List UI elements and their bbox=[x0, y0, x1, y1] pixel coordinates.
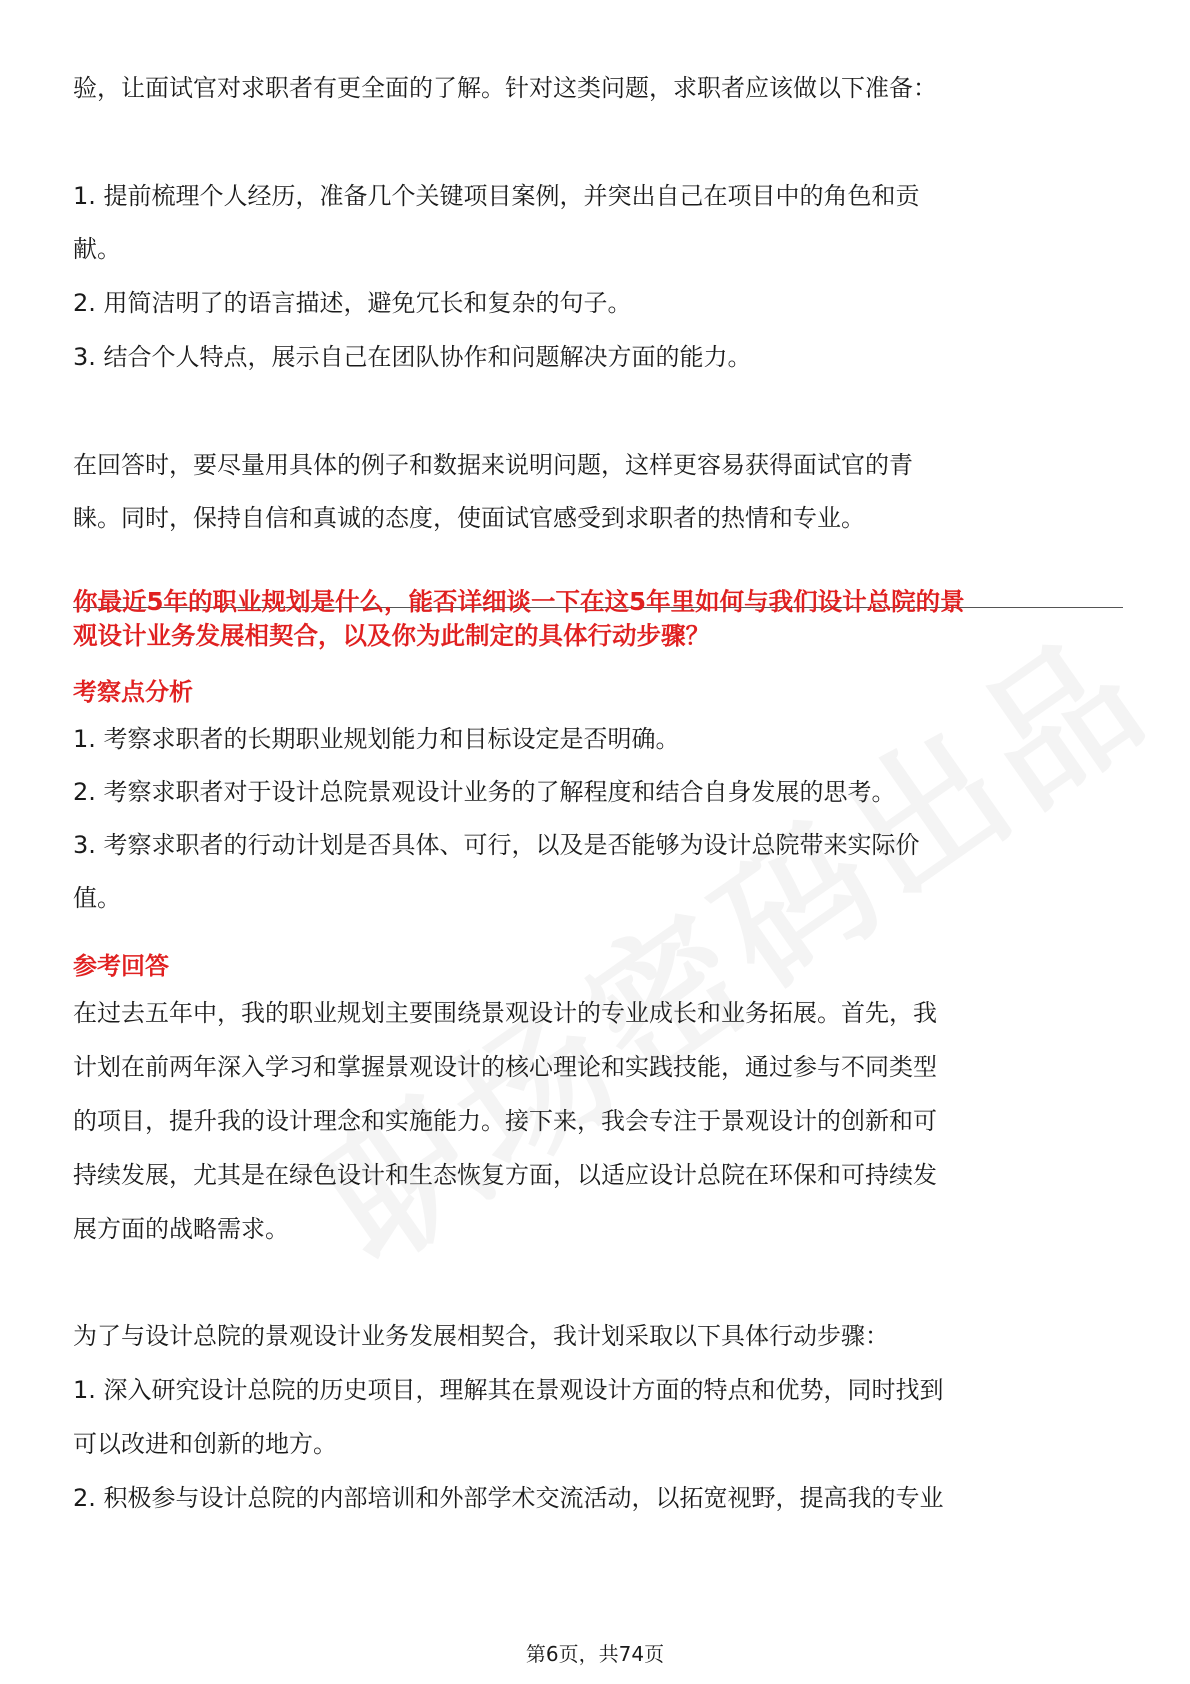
answer-step-1: 1. 深入研究设计总院的历史项目，理解其在景观设计方面的特点和优势，同时找到 bbox=[73, 1376, 944, 1404]
answer-paragraph: 的项目，提升我的设计理念和实施能力。接下来，我会专注于景观设计的创新和可 bbox=[73, 1107, 937, 1135]
intro-line: 验，让面试官对求职者有更全面的了解。针对这类问题，求职者应该做以下准备： bbox=[73, 74, 937, 102]
prep-item-1-cont: 献。 bbox=[73, 235, 121, 263]
answer-step-2: 2. 积极参与设计总院的内部培训和外部学术交流活动，以拓宽视野，提高我的专业 bbox=[73, 1484, 944, 1512]
analysis-item-3: 3. 考察求职者的行动计划是否具体、可行，以及是否能够为设计总院带来实际价 bbox=[73, 831, 920, 859]
question-title: 你最近5年的职业规划是什么，能否详细谈一下在这5年里如何与我们设计总院的景 bbox=[73, 587, 965, 616]
question-title-cont: 观设计业务发展相契合，以及你为此制定的具体行动步骤？ bbox=[73, 621, 710, 650]
advice-paragraph: 在回答时，要尽量用具体的例子和数据来说明问题，这样更容易获得面试官的青 bbox=[73, 451, 913, 479]
answer-paragraph: 展方面的战略需求。 bbox=[73, 1215, 289, 1243]
analysis-item-1: 1. 考察求职者的长期职业规划能力和目标设定是否明确。 bbox=[73, 725, 680, 753]
advice-paragraph-cont: 睐。同时，保持自信和真诚的态度，使面试官感受到求职者的热情和专业。 bbox=[73, 504, 865, 532]
answer-heading: 参考回答 bbox=[73, 952, 169, 980]
analysis-heading: 考察点分析 bbox=[73, 678, 193, 706]
answer-paragraph: 计划在前两年深入学习和掌握景观设计的核心理论和实践技能，通过参与不同类型 bbox=[73, 1053, 937, 1081]
analysis-item-3-cont: 值。 bbox=[73, 884, 121, 912]
answer-step-1-cont: 可以改进和创新的地方。 bbox=[73, 1430, 337, 1458]
page-number: 第6页，共74页 bbox=[525, 1642, 665, 1666]
prep-item-2: 2. 用简洁明了的语言描述，避免冗长和复杂的句子。 bbox=[73, 289, 632, 317]
answer-paragraph: 持续发展，尤其是在绿色设计和生态恢复方面，以适应设计总院在环保和可持续发 bbox=[73, 1161, 937, 1189]
answer-paragraph: 在过去五年中，我的职业规划主要围绕景观设计的专业成长和业务拓展。首先，我 bbox=[73, 999, 937, 1027]
analysis-item-2: 2. 考察求职者对于设计总院景观设计业务的了解程度和结合自身发展的思考。 bbox=[73, 778, 896, 806]
answer-steps-intro: 为了与设计总院的景观设计业务发展相契合，我计划采取以下具体行动步骤： bbox=[73, 1322, 889, 1350]
prep-item-1: 1. 提前梳理个人经历，准备几个关键项目案例，并突出自己在项目中的角色和贡 bbox=[73, 182, 920, 210]
prep-item-3: 3. 结合个人特点，展示自己在团队协作和问题解决方面的能力。 bbox=[73, 343, 752, 371]
